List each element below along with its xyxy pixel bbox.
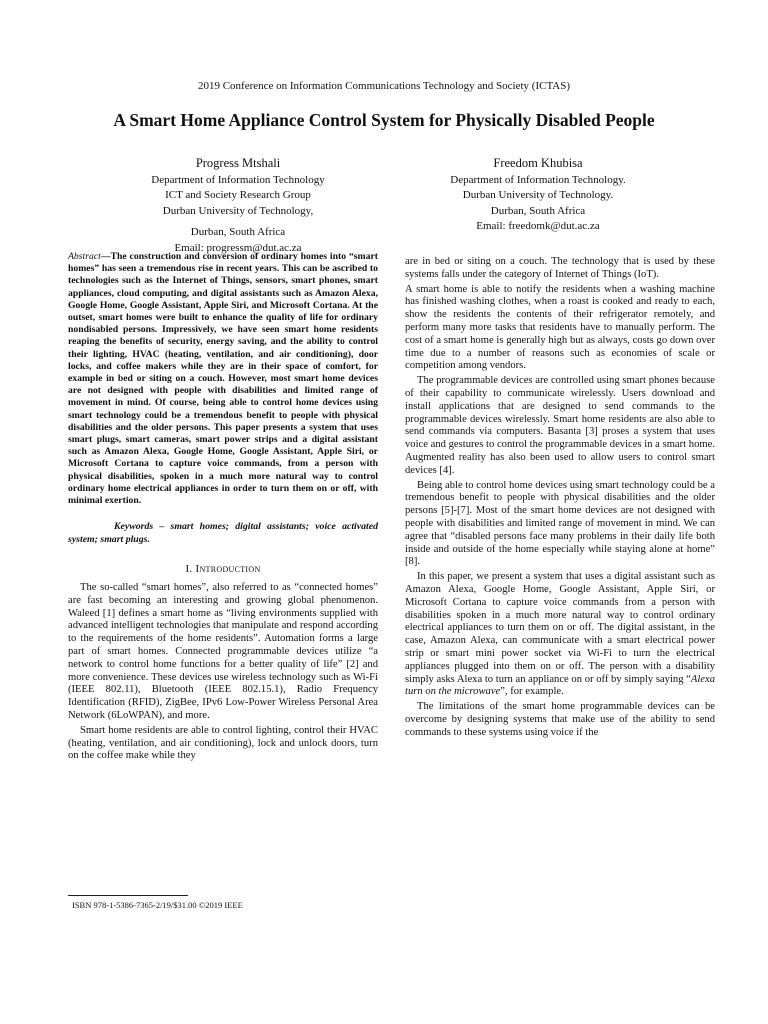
paragraph: Being able to control home devices using smart technology could be a tremendous benefit to people with physical disabilities and the older persons [5]-[7]. Most of the smart home devices are not designed with people with disabilities and limited range of movement in mind. We can agree that “disabled persons face many problems in their daily life both inside and outside of the home especially while staying alone at home” [8].	[405, 479, 715, 568]
paragraph: The programmable devices are controlled using smart phones because of their capability to communicate wirelessly. Users download and install applications that are designed to send commands to the programmable devices wirelessly. Smart home residents are also able to send commands via computers. Basanta [3] proses a system that uses voice and gestures to control the programmable devices in a smart home. Augmented reality has also been used to allow users to control smart devices [4].	[405, 375, 715, 476]
author-affiliation-line: Durban University of Technology.	[462, 189, 614, 201]
author-email: Email: progressm@dut.ac.za	[174, 241, 302, 254]
isbn-footer: ISBN 978-1-5386-7365-2/19/$31.00 ©2019 IEEE	[72, 900, 243, 910]
paragraph: are in bed or siting on a couch. The technology that is used by these systems falls under the category of Internet of Things (IoT).	[405, 256, 715, 280]
left-column	[68, 251, 378, 765]
footnote-rule	[68, 895, 188, 896]
paper-title: A Smart Home Appliance Control System for Physically Disabled People	[113, 110, 655, 130]
conference-header: 2019 Conference on Information Communications Technology and Society (ICTAS)	[197, 80, 571, 92]
voice-command-example: Alexa turn on the microwave	[405, 673, 715, 698]
author-affiliation-line: ICT and Society Research Group	[165, 189, 311, 201]
author-location: Durban, South Africa	[190, 226, 286, 238]
author-name: Progress Mtshali	[195, 156, 281, 170]
author-affiliation-line: Department of Information Technology.	[450, 173, 626, 186]
paragraph: The limitations of the smart home programmable devices can be overcome by designing systems that make use of the ability to send commands to these systems using voice if the	[405, 701, 715, 738]
author-name: Freedom Khubisa	[493, 156, 583, 170]
keywords: Keywords – smart homes; digital assistants; voice activated system; smart plugs.	[68, 521, 378, 545]
paragraph: Smart home residents are able to control lighting, control their HVAC (heating, ventilation, and air conditioning), lock and unlock doors, turn on the coffee make while they	[68, 724, 378, 762]
paragraph-text: In this paper, we present a system that uses a digital assistant such as Amazon Alexa, Google Home, Google Assistant, Apple Siri, or Microsoft Cortana to capture voice commands from a person with disabilities spoken in a much more natural way to control ordinary electrical appliances to turn them on or off. The digital assistant, in the case, Amazon Alexa, can communicate with a smart electrical power strip or smart mini power socket via Wi-Fi to turn the electrical appliances plugged into them on or off. The person with a disability simply asks Alexa to turn an appliance on or off by simply saying “	[405, 571, 715, 685]
paragraph-text: ”, for example.	[500, 686, 564, 698]
section-title: Introduction	[195, 563, 261, 576]
author-affiliation-line: Durban University of Technology,	[162, 204, 314, 217]
paragraph	[405, 571, 715, 699]
section-number: I.	[185, 563, 193, 576]
right-column	[405, 256, 715, 741]
abstract	[68, 251, 378, 507]
author-affiliation-line: Durban, South Africa	[490, 204, 586, 217]
author-email: Email: freedomk@dut.ac.za	[476, 220, 600, 232]
abstract-text: —The construction and conversion of ordinary homes into “smart homes” has seen a tremendous rise in recent years. This can be ascribed to technologies such as the Internet of Things, sensors, smart phones, smart appliances, cloud computing, and digital assistants such as Amazon Alexa, Google Home, Google Assistant, Apple Siri, and Microsoft Cortana. At the outset, smart homes were built to enhance the quality of life for ordinary nondisabled persons. Impressively, we have seen smart home residents reaping the benefits of security, energy saving, and the ability to control their lighting, HVAC (heating, ventilation, and air conditioning), door locks, and coffee makers while they are in their space of comfort, for example in bed or siting on a couch. However, most smart home devices are not designed with people with disabilities and limited range of movement in mind. Of course, being able to control home devices using smart technology could be a tremendous benefit to people with physical disabilities and the older persons. This paper presents a system that uses smart plugs, smart cameras, smart power strips and a digital assistant such as Amazon Alexa, Google Home, Google Assistant, Apple Siri, or Microsoft Cortana to capture voice commands, from a person with physical disabilities, spoken in a much more natural way to control ordinary home electrical appliances in order to turn them on or off, with minimal exertion.	[68, 251, 378, 507]
author-block-2	[398, 156, 678, 235]
author-affiliation-line: Department of Information Technology	[151, 173, 325, 186]
author-block-1	[98, 156, 378, 256]
abstract-label: Abstract	[68, 251, 101, 262]
section-heading-introduction	[68, 563, 378, 576]
paragraph: The so-called “smart homes”, also referred to as “connected homes” are fast becoming an interesting and growing global phenomenon. Waleed [1] defines a smart home as “living environments supplied with advanced intelligent technologies that manipulate and respond according to the requirements of the home residents”. Automation forms a large part of smart homes. Connected programmable devices utilize “a network to control home functions for a better quality of life” [2] and more convenience. These devices use wireless technology such as Wi-Fi (IEEE 802.11), Bluetooth (IEEE 802.15.1), Radio Frequency Identification (RFID), ZigBee, IPv6 Low-Power Wireless Personal Area Network (6LoWPAN), and more.	[68, 582, 378, 722]
paragraph: A smart home is able to notify the residents when a washing machine has finished washing clothes, when a roast is cooked and ready to each, show the residents the contents of their refrigerator remotely, and perform many more tasks that residents have to manually perform. The cost of a smart home is generally high but as always, costs go down over time due to a number of reasons such as economies of scale or competition among vendors.	[405, 283, 715, 372]
